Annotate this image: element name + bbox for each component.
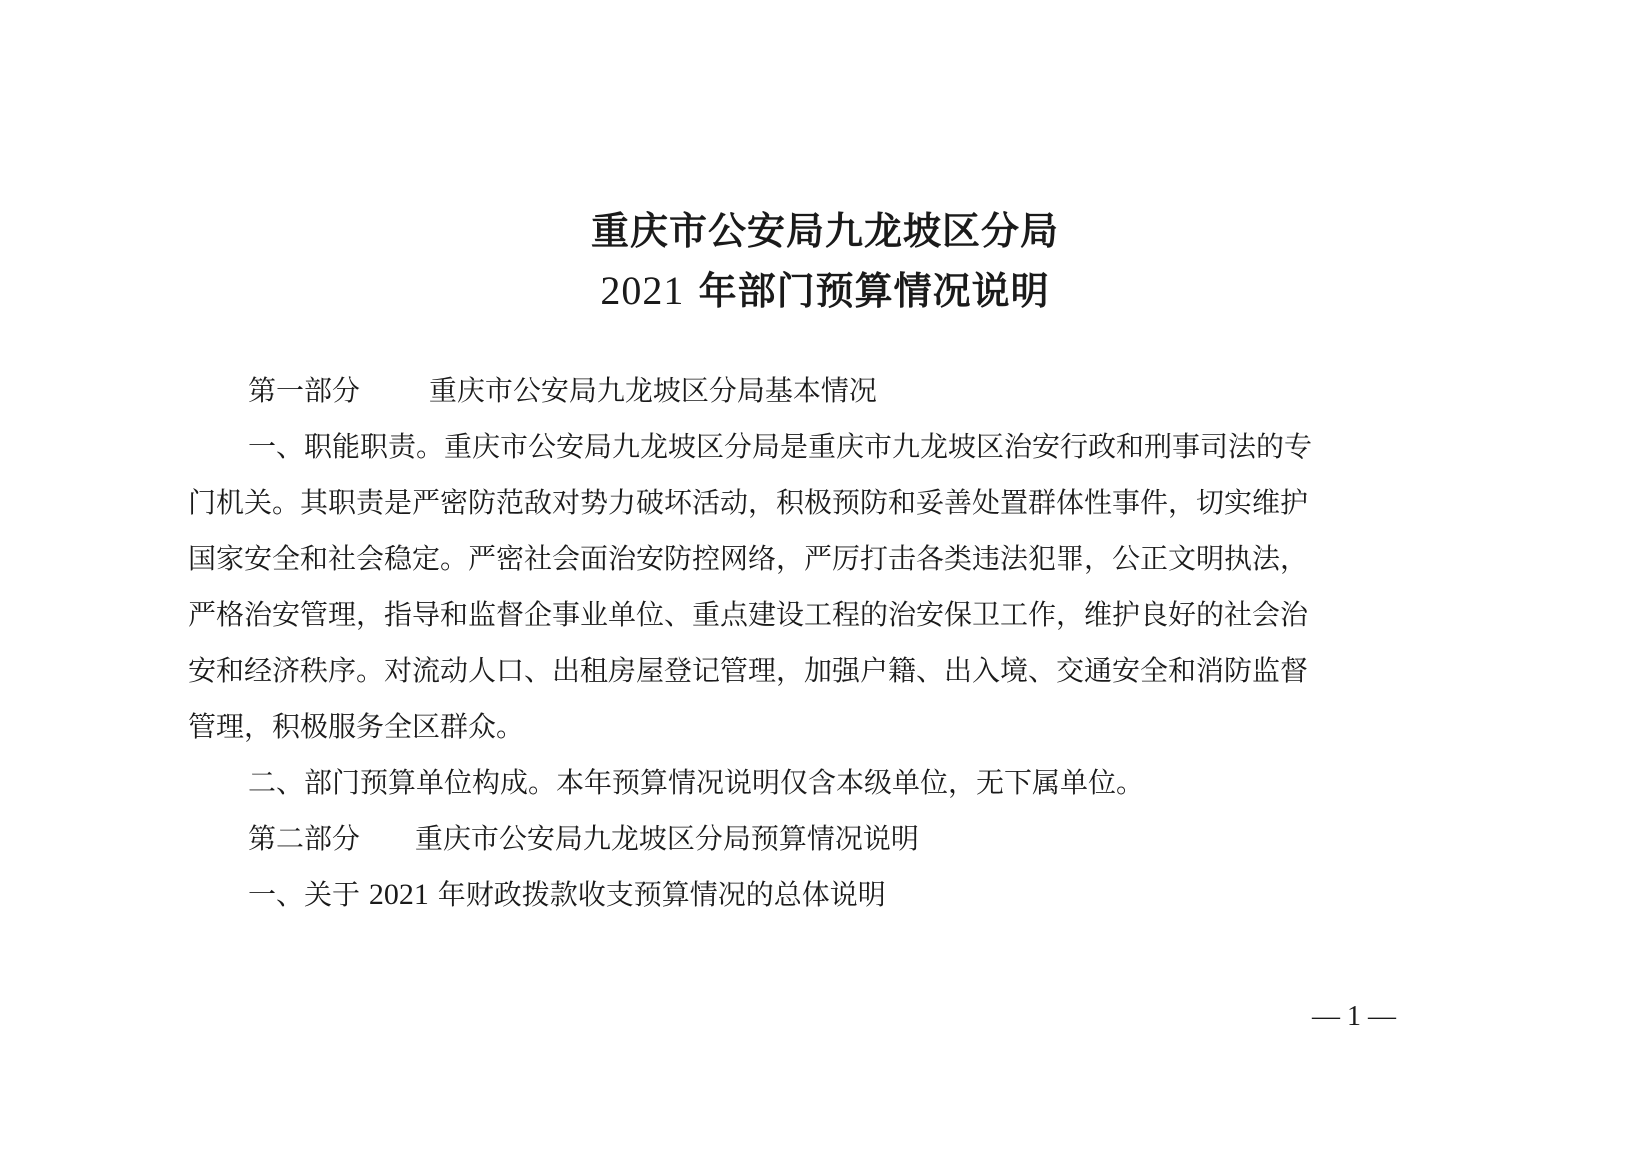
item-1-rest: 年财政拨款收支预算情况的总体说明 [428, 878, 886, 911]
functions-line-2: 门机关。其职责是严密防范敌对势力破坏活动，积极预防和妥善处置群体性事件，切实维护 [188, 486, 1309, 519]
item-1-prefix: 一、关于 [248, 878, 369, 911]
functions-line-3: 国家安全和社会稳定。严密社会面治安防控网络，严厉打击各类违法犯罪，公正文明执法， [188, 542, 1309, 575]
functions-line-4: 严格治安管理，指导和监督企事业单位、重点建设工程的治安保卫工作，维护良好的社会治 [188, 598, 1309, 631]
part-1-heading [248, 374, 877, 407]
functions-line-5: 安和经济秩序。对流动人口、出租房屋登记管理，加强户籍、出入境、交通安全和消防监督 [188, 654, 1309, 687]
document-title-line-1: 重庆市公安局九龙坡区分局 [590, 209, 1059, 253]
title-year: 2021 [600, 268, 685, 313]
part-2-heading [248, 822, 919, 855]
composition-paragraph: 二、部门预算单位构成。本年预算情况说明仅含本级单位，无下属单位。 [248, 766, 1145, 799]
document-title-line-2 [0, 268, 1650, 313]
functions-line-1: 一、职能职责。重庆市公安局九龙坡区分局是重庆市九龙坡区治安行政和刑事司法的专 [248, 430, 1313, 463]
functions-line-6: 管理，积极服务全区群众。 [188, 710, 525, 743]
item-1-heading [248, 878, 886, 911]
title-subtitle: 年部门预算情况说明 [684, 269, 1050, 313]
part-1-label: 第一部分 [248, 374, 361, 407]
item-1-year: 2021 [368, 878, 429, 911]
part-2-title: 重庆市公安局九龙坡区分局预算情况说明 [414, 822, 919, 855]
page-number: — 1 — [1312, 1001, 1396, 1032]
part-2-label: 第二部分 [248, 822, 361, 855]
part-1-title: 重庆市公安局九龙坡区分局基本情况 [428, 374, 877, 407]
